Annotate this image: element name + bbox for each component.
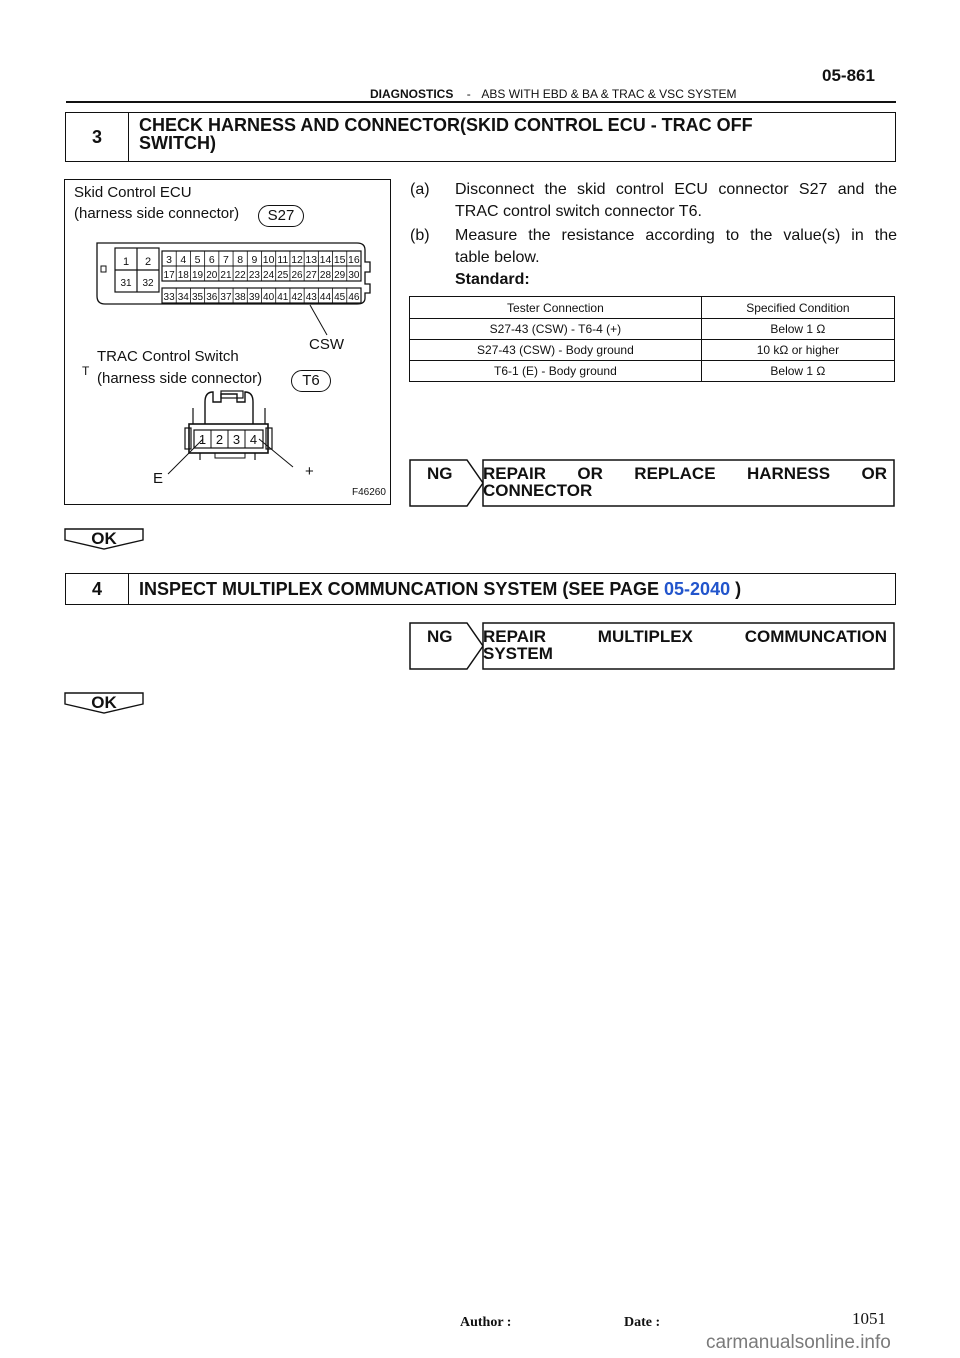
table-cell: T6-1 (E) - Body ground [410,361,702,382]
csw-label: CSW [309,336,344,353]
instruction-b-line2: table below. [455,249,540,266]
footer-page-number: 1051 [852,1309,886,1328]
ecu-pin-grid [120,251,359,303]
ecu-pin-label: 29 [334,270,346,281]
ecu-pin-label: 30 [348,270,360,281]
table-header-cell: Specified Condition [701,297,894,319]
e-terminal-label: E [153,470,164,487]
header-separator: - [466,87,471,101]
table-cell: 10 kΩ or higher [701,340,894,361]
step-3-box [65,112,896,162]
switch-label-line1: TRAC Control Switch [97,348,239,365]
ecu-pin-label: 7 [223,254,229,266]
ecu-label-line2: (harness side connector) [74,205,240,222]
ecu-pin-label: 45 [334,292,346,303]
standard-label: Standard: [455,271,530,288]
ecu-pin-label: 36 [206,292,218,303]
ecu-pin-label: 35 [191,292,204,303]
instruction-b [410,225,897,269]
instruction-a-line2: TRAC control switch connector T6. [455,203,702,220]
ng-result-1 [409,459,895,507]
ecu-pin-label: 46 [348,292,360,303]
ng-text-1-line1: REPAIR OR REPLACE HARNESS OR [483,464,887,483]
ecu-pin-label: 25 [277,270,289,281]
ng-text-2-line1: REPAIR MULTIPLEX COMMUNCATION [483,627,887,646]
ecu-pin-label: 37 [220,292,232,303]
ecu-pin-label: 10 [262,254,275,266]
ecu-pin-label: 15 [333,254,346,266]
instruction-b-line1: Measure the resistance according to the value(s) in the [455,227,897,244]
ecu-pin-label: 40 [263,292,275,303]
ecu-pin-label: 4 [180,254,187,266]
ng-text-2 [483,628,887,662]
ecu-pin-label: 14 [319,254,332,266]
ecu-label-line1: Skid Control ECU [74,184,192,201]
table-row [410,319,895,340]
ecu-pin-label: 21 [220,270,232,281]
table-header-row [410,297,895,319]
section-header [370,87,737,101]
header-rule [66,101,896,103]
table-cell: S27-43 (CSW) - Body ground [410,340,702,361]
ng-text-1-line2: CONNECTOR [483,481,593,500]
page-code: 05-861 [822,66,875,85]
ecu-pin-label: 28 [319,270,332,281]
watermark: carmanualsonline.info [706,1332,891,1353]
connector-figure [64,179,391,505]
ecu-pin-label: 23 [248,270,260,281]
step-4-title-prefix: INSPECT MULTIPLEX COMMUNCATION SYSTEM (SEE PAGE [139,579,665,599]
t-mark: T [82,364,90,378]
ecu-pin-label: 12 [291,254,303,266]
step-3-title-line2: SWITCH) [139,133,216,153]
ecu-pin-label: 41 [277,292,289,303]
switch-pin-label: 2 [215,432,224,447]
plus-terminal-label: + [305,463,314,480]
table-header-cell: Tester Connection [410,297,702,319]
step-3-number: 3 [66,113,129,161]
ecu-pin-label: 5 [194,254,201,266]
ok-result-2 [64,692,144,714]
step-4-title [139,580,885,598]
instruction-b-tag: (b) [410,227,430,244]
ecu-pin-label: 2 [144,256,152,268]
ecu-pin-label: 3 [166,254,173,266]
footer-date-label: Date : [624,1315,661,1330]
section-name: DIAGNOSTICS [370,87,454,101]
ecu-pin-label: 42 [291,292,303,303]
switch-label-line2: (harness side connector) [97,370,263,387]
instruction-a-line1: Disconnect the skid control ECU connector S27 and the [455,181,897,198]
ecu-connector-tag: S27 [258,205,304,227]
ecu-pin-label: 32 [142,278,154,289]
table-cell: S27-43 (CSW) - T6-4 (+) [410,319,702,340]
ng-text-1 [483,465,887,499]
spec-table [409,296,895,382]
switch-connector-tag: T6 [291,370,331,392]
subsection-name: ABS WITH EBD & BA & TRAC & VSC SYSTEM [481,87,737,101]
figure-id: F46260 [352,487,386,498]
step-4-number: 4 [66,574,129,604]
ecu-pin-label: 44 [319,292,332,303]
ecu-pin-label: 22 [234,270,246,281]
ng-label-1: NG [427,464,453,483]
ecu-pin-label: 6 [208,254,215,266]
step-3-title [139,116,885,152]
ecu-pin-label: 9 [251,254,258,266]
table-cell: Below 1 Ω [701,361,894,382]
ecu-pin-label: 16 [348,254,360,266]
ok-label-1: OK [91,529,117,548]
ok-label-2: OK [91,693,117,712]
table-cell: Below 1 Ω [701,319,894,340]
ecu-pin-label: 11 [277,254,289,266]
ecu-pin-label: 24 [263,270,275,281]
step-4-box [65,573,896,605]
ecu-pin-label: 26 [291,270,303,281]
switch-pin-label: 1 [198,432,207,447]
ecu-pin-label: 39 [248,292,260,303]
ecu-pin-label: 38 [234,292,246,303]
ecu-pin-label: 33 [163,292,175,303]
step-4-title-suffix: ) [730,579,742,599]
ecu-pin-label: 18 [177,270,189,281]
step-3-title-line1: CHECK HARNESS AND CONNECTOR(SKID CONTROL ECU - TRAC OFF [139,115,753,135]
instruction-a-tag: (a) [410,181,430,198]
switch-pin-label: 4 [249,432,258,447]
ecu-pin-label: 20 [206,270,218,281]
ecu-pin-label: 1 [122,256,130,268]
ecu-pin-label: 27 [305,270,317,281]
ng-result-2 [409,622,895,670]
ecu-pin-label: 8 [237,254,244,266]
switch-pin-label: 3 [232,432,241,447]
footer-author-label: Author : [460,1315,512,1330]
ng-label-2: NG [427,627,453,646]
ecu-pin-label: 43 [305,292,317,303]
step-4-page-link[interactable]: 05-2040 [664,579,731,599]
instruction-a [410,179,897,223]
ecu-pin-label: 19 [191,270,204,281]
table-row [410,340,895,361]
ecu-pin-label: 31 [120,278,132,289]
table-row [410,361,895,382]
ecu-pin-label: 34 [177,292,189,303]
ecu-pin-label: 13 [305,254,318,266]
ok-result-1 [64,528,144,550]
ecu-pin-label: 17 [163,270,175,281]
ng-text-2-line2: SYSTEM [483,644,553,663]
